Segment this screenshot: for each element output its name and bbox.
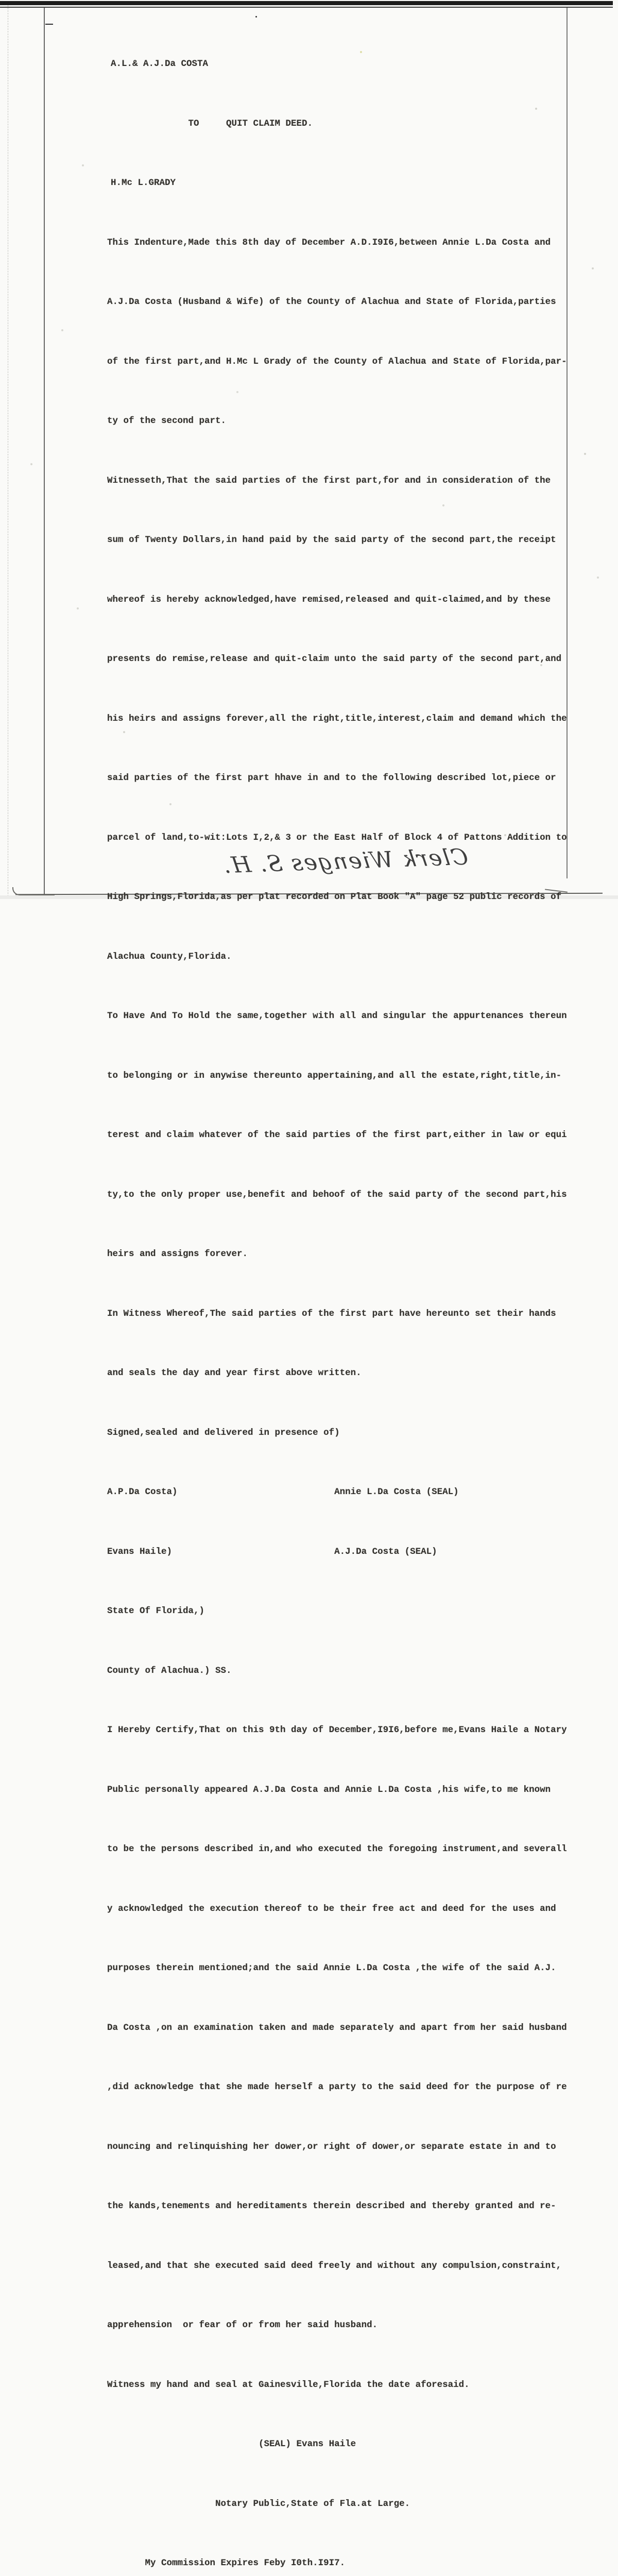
clerk-signature-surname: Wienges [288,846,396,876]
commission-expiry-line: My Commission Expires Feby I0th.I9I7. [107,2558,346,2568]
deed-body-line: ty,to the only proper use,benefit and behoof of the said party of the second part,his [107,1189,567,1200]
attestation-line: Signed,sealed and delivered in presence of) [107,1427,340,1438]
deed-type-line: TO QUIT CLAIM DEED. [107,118,313,129]
notary-seal-line: (SEAL) Evans Haile [107,2439,356,2449]
notary-body-line: purposes therein mentioned;and the said Annie L.Da Costa ,the wife of the said A.J. [107,1963,556,1973]
notary-body-line: to be the persons described in,and who executed the foregoing instrument,and severall [107,1844,567,1854]
notary-body-line: I Hereby Certify,That on this 9th day of December,I9I6,before me,Evans Haile a Notary [107,1725,567,1735]
deed-body-line: said parties of the first part hhave in and to the following described lot,piece or [107,773,556,783]
deed-body-line: whereof is hereby acknowledged,have remised,released and quit-claimed,and by these [107,594,551,605]
signature-row: A.P.Da Costa) Annie L.Da Costa (SEAL) [107,1487,459,1497]
notary-body-line: apprehension or fear of or from her said husband. [107,2320,378,2330]
deed-body-line: In Witness Whereof,The said parties of the first part have hereunto set their hands [107,1308,556,1319]
jurat-county-line: County of Alachua.) SS. [107,1665,232,1676]
signature-row: Evans Haile) A.J.Da Costa (SEAL) [107,1546,437,1557]
notary-body-line: Public personally appeared A.J.Da Costa and Annie L.Da Costa ,his wife,to me known [107,1784,551,1795]
stray-ink-dash [45,24,53,25]
deed-body-line: heirs and assigns forever. [107,1249,248,1259]
deed-body-line: to belonging or in anywise thereunto appertaining,and all the estate,right,title,in- [107,1070,562,1081]
notary-body-line: Da Costa ,on an examination taken and made separately and apart from her said husband [107,2022,567,2033]
page-corner-curl [12,887,55,895]
clerk-signature-title: Clerk [400,844,470,873]
notary-body-line: Witness my hand and seal at Gainesville,Florida the date aforesaid. [107,2379,470,2390]
property-description-line: Alachua County,Florida. [107,951,232,962]
notary-body-line: leased,and that she executed said deed freely and without any compulsion,constraint, [107,2260,562,2271]
deed-body-line: of the first part,and H.Mc L Grady of the County of Alachua and State of Florida,par- [107,356,567,367]
deed-body-line: sum of Twenty Dollars,in hand paid by the said party of the second part,the receipt [107,535,556,545]
scan-noise-speckles [0,0,1,1]
grantee-name-line: H.Mc L.GRADY [111,178,176,188]
deed-body-line: Witnesseth,That the said parties of the first part,for and in consideration of the [107,475,551,486]
notary-body-line: the kands,tenements and hereditaments therein described and thereby granted and re- [107,2201,556,2211]
property-description-line: High Springs,Florida,as per plat recorded on Plat Book "A" page 52 public records of [107,892,562,902]
notary-body-line: ,did acknowledge that she made herself a party to the said deed for the purpose of re [107,2082,567,2092]
typewritten-text-block [107,14,567,2576]
deed-body-line: terest and claim whatever of the said parties of the first part,either in law or equi [107,1130,567,1140]
jurat-state-line: State Of Florida,) [107,1606,205,1616]
deed-body-line: This Indenture,Made this 8th day of December A.D.I9I6,between Annie L.Da Costa and [107,237,551,248]
deed-body-line: ty of the second part. [107,416,227,426]
left-margin-rule [44,7,45,899]
deed-body-line: and seals the day and year first above written. [107,1368,362,1378]
grantor-names-line: A.L.& A.J.Da COSTA [111,59,209,69]
notary-body-line: y acknowledged the execution thereof to be their free act and deed for the uses and [107,1903,556,1914]
deed-body-line: A.J.Da Costa (Husband & Wife) of the County of Alachua and State of Florida,parties [107,297,556,307]
deed-body-line: his heirs and assigns forever,all the right,title,interest,claim and demand which the [107,713,567,724]
notary-body-line: nouncing and relinquishing her dower,or right of dower,or separate estate in and to [107,2141,556,2152]
scan-top-edge-band [0,1,613,5]
notary-title-line: Notary Public,State of Fla.at Large. [107,2498,410,2509]
clerk-signature-initials: S. H. [220,851,284,879]
property-description-line: parcel of land,to-wit:Lots I,2,& 3 or the East Half of Block 4 of Pattons Addition to [107,832,567,843]
scan-top-edge-line [0,7,613,8]
deed-body-line: To Have And To Hold the same,together with all and singular the appurtenances thereun [107,1011,567,1021]
deed-body-line: presents do remise,release and quit-claim unto the said party of the second part,and [107,654,562,664]
